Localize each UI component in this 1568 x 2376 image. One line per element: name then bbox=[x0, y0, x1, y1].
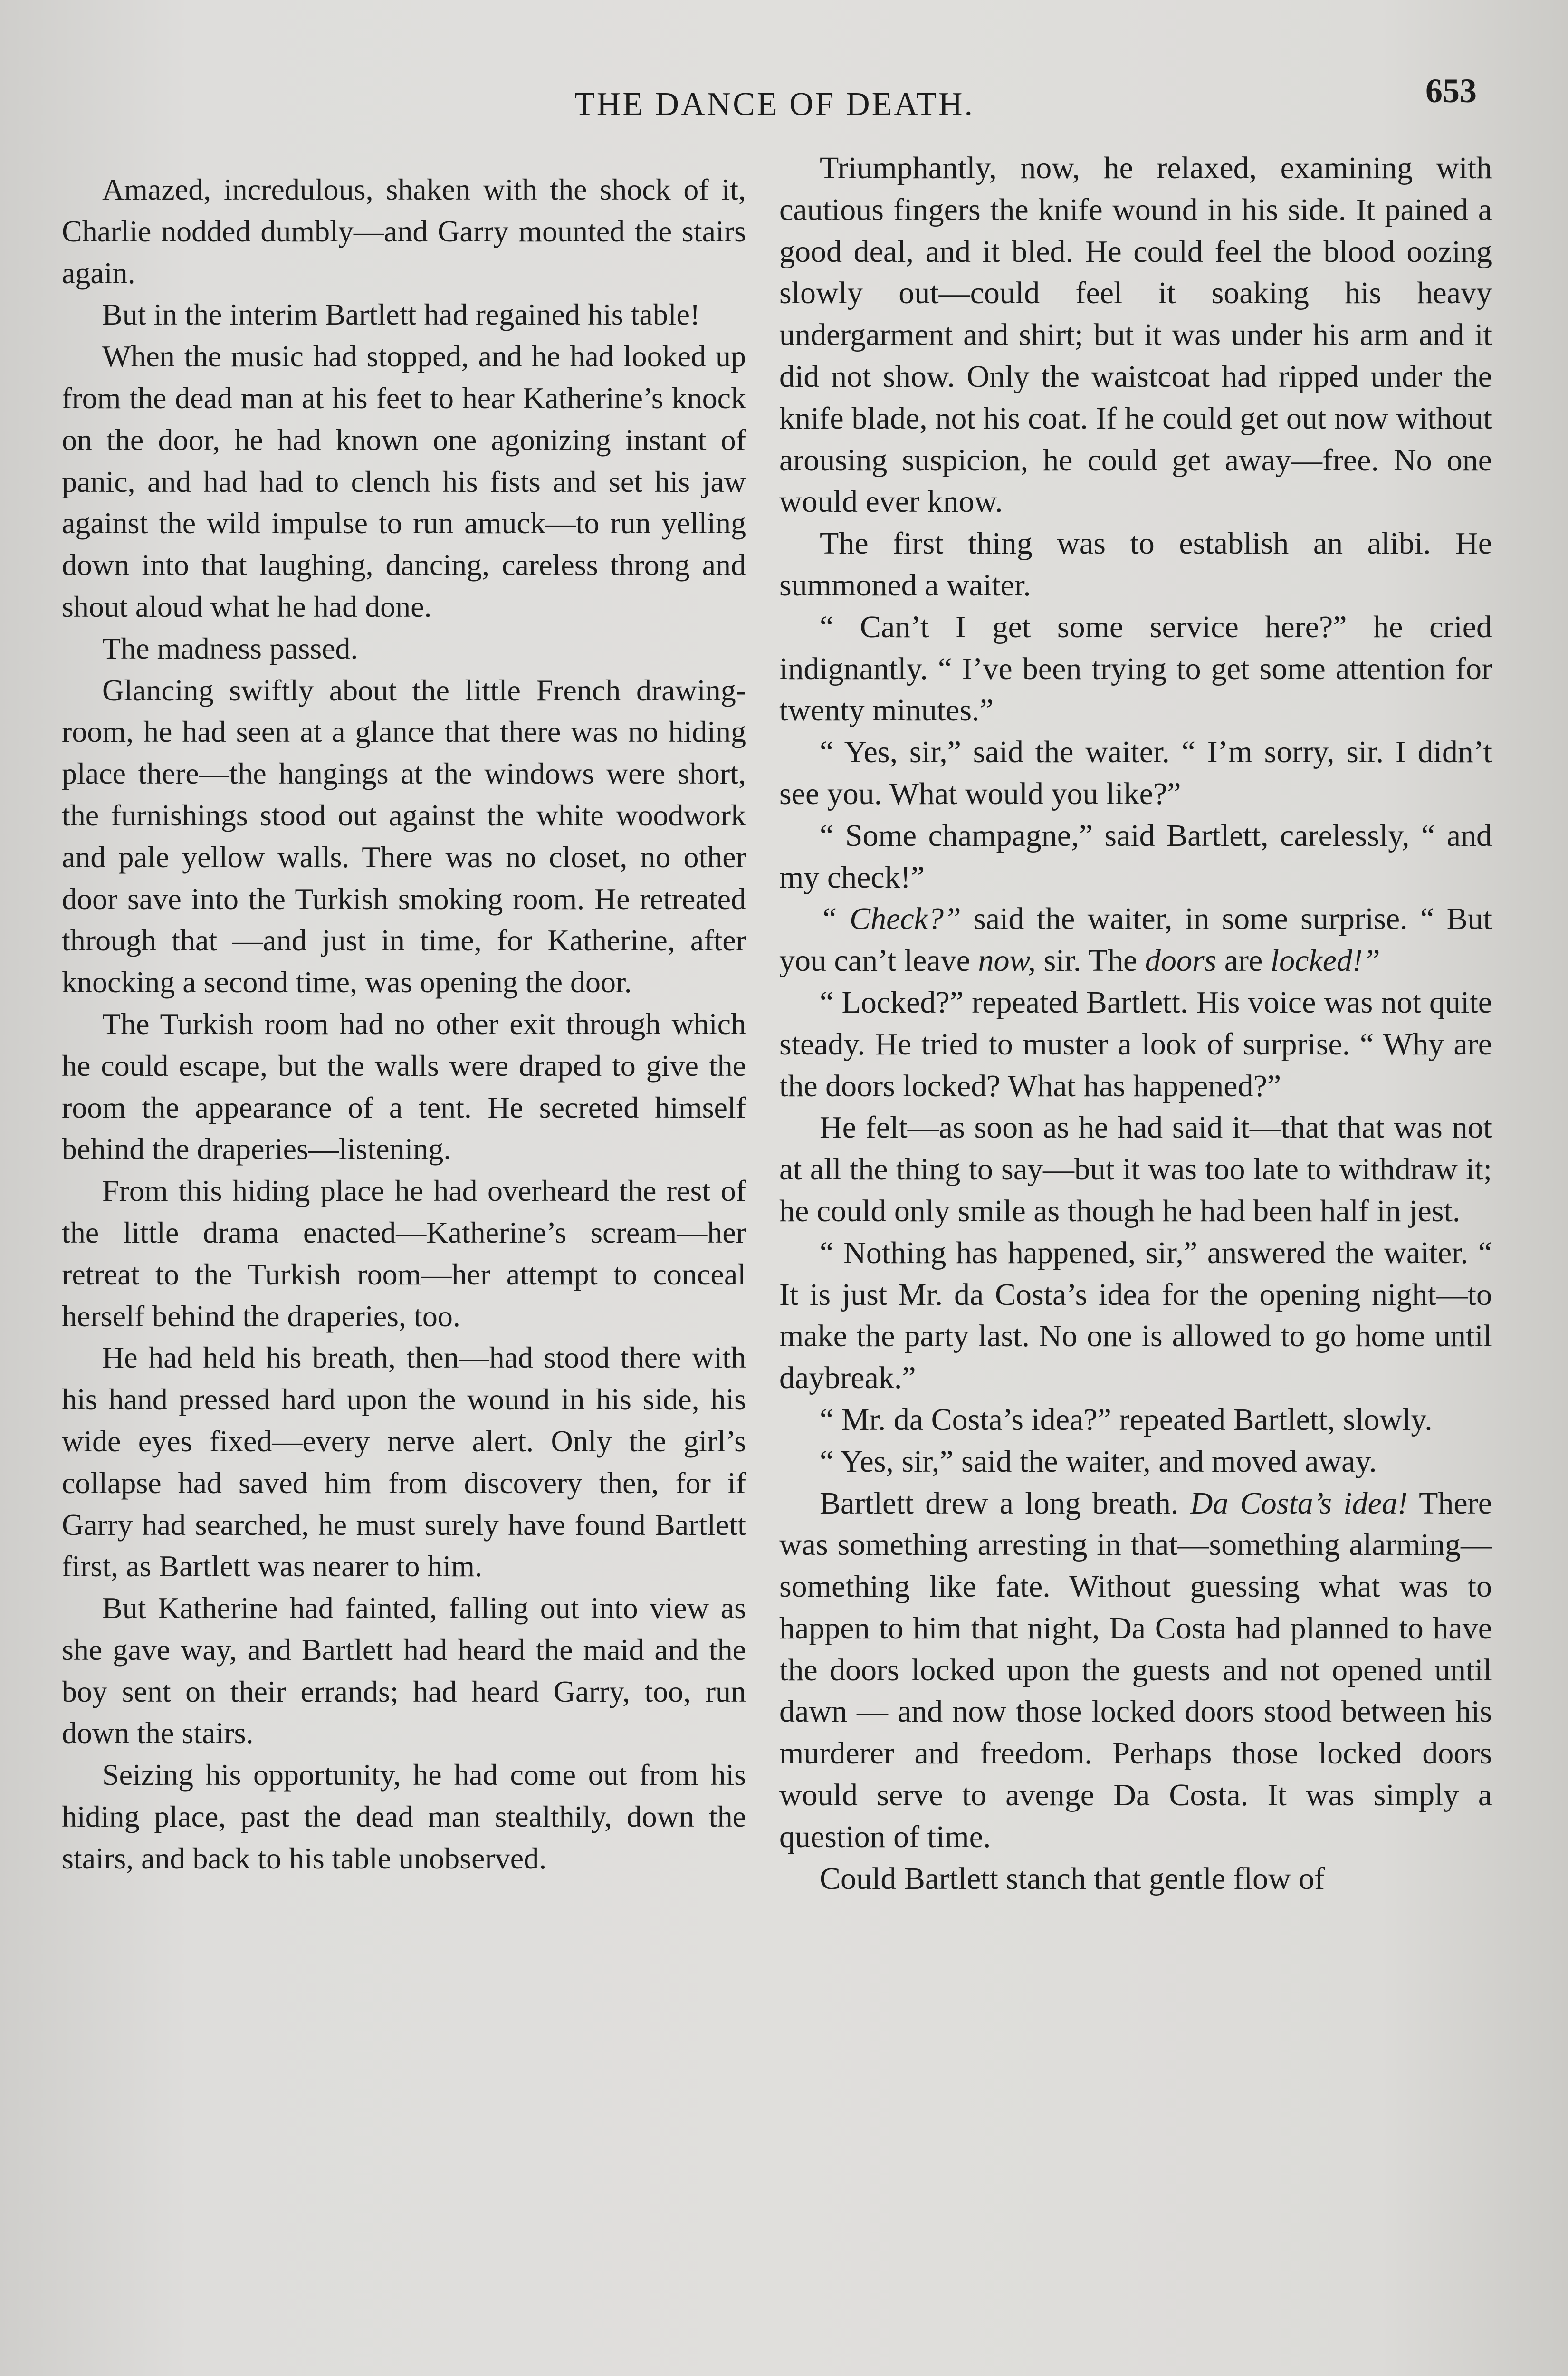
text-run: sir. The bbox=[1036, 943, 1145, 978]
paragraph: “ Mr. da Costa’s idea?” repeated Bartlett, slowly. bbox=[820, 1402, 1433, 1437]
paragraph: Could Bartlett stanch that gentle flow of bbox=[820, 1861, 1325, 1896]
paragraph: “ Yes, sir,” said the waiter. “ I’m sorry, sir. I didn’t see you. What would you like?” bbox=[779, 735, 1492, 811]
paragraph: Glancing swiftly about the little French drawing-room, he had seen at a glance that there was no hiding place there—the hangings at the windows were short, the furnishings stood out against the white woodwork and pale yellow walls. There was no closet, no other door save into the Turkish smoking room. He retreated through that —and just in time, for Katherine, after knocking a second time, was opening the door. bbox=[62, 673, 746, 999]
paragraph: “ Nothing has happened, sir,” answered the waiter. “ It is just Mr. da Costa’s idea for the opening night—to make the party last. No one is allowed to go home until daybreak.” bbox=[779, 1235, 1492, 1396]
running-title: THE DANCE OF DEATH. bbox=[574, 86, 975, 123]
paragraph: Amazed, incredulous, shaken with the shock of it, Charlie nodded dumbly—and Garry mounted the stairs again. bbox=[62, 172, 746, 290]
paragraph: He had held his breath, then—had stood there with his hand pressed hard upon the wound in his side, his wide eyes fixed—every nerve alert. Only the girl’s collapse had saved him from discovery then, for if Garry had searched, he must surely have found Bartlett first, as Bartlett was nearer to him. bbox=[62, 1341, 746, 1583]
paragraph: “ Locked?” repeated Bartlett. His voice was not quite steady. He tried to muster a look of surprise. “ Why are the doors locked? What has happened?” bbox=[779, 985, 1492, 1103]
right-column bbox=[779, 147, 1492, 1899]
paragraph: The Turkish room had no other exit through which he could escape, but the walls were draped to give the room the appearance of a tent. He secreted himself behind the draperies—listening. bbox=[62, 1006, 746, 1166]
paragraph: When the music had stopped, and he had looked up from the dead man at his feet to hear Katherine’s knock on the door, he had known one agonizing instant of panic, and had had to clench his fists and set his jaw against the wild impulse to run amuck—to run yelling down into that laughing, dancing, careless throng and shout aloud what he had done. bbox=[62, 339, 746, 623]
paragraph: From this hiding place he had overheard the rest of the little drama enacted—Katherine’s scream—her retreat to the Turkish room—her attempt to conceal herself behind the draperies, too. bbox=[62, 1174, 746, 1333]
text-run: Bartlett drew a long breath. bbox=[820, 1485, 1190, 1521]
italic-idea: Da Costa’s idea! bbox=[1190, 1485, 1408, 1521]
paragraph: “ Some champagne,” said Bartlett, carelessly, “ and my check!” bbox=[779, 818, 1492, 895]
text-run: said the waiter, in some surprise. “ But you can’t leave bbox=[779, 901, 1492, 978]
paragraph: The madness passed. bbox=[102, 631, 358, 665]
paragraph: Seizing his opportunity, he had come out from his hiding place, past the dead man stealthily, down the stairs, and back to his table unobserved. bbox=[62, 1758, 746, 1875]
paragraph: But Katherine had fainted, falling out into view as she gave way, and Bartlett had heard the maid and the boy sent on their errands; had heard Garry, too, run down the stairs. bbox=[62, 1591, 746, 1750]
paragraph: The first thing was to establish an alibi. He summoned a waiter. bbox=[779, 526, 1492, 603]
text-run: There was something arresting in that—something alarming—something like fate. Without guessing what was to happen to him that night, Da Costa had planned to have the doors locked upon the guests and not opened until dawn — and now those locked doors stood between his murderer and freedom. Perhaps those locked doors would serve to avenge Da Costa. It was simply a question of time. bbox=[779, 1485, 1492, 1854]
page-number: 653 bbox=[1425, 72, 1477, 110]
left-column bbox=[62, 169, 746, 1879]
paragraph: “ Can’t I get some service here?” he cried indignantly. “ I’ve been trying to get some attention for twenty minutes.” bbox=[779, 609, 1492, 728]
paragraph: “ Yes, sir,” said the waiter, and moved away. bbox=[820, 1444, 1377, 1479]
text-run: are bbox=[1216, 943, 1271, 978]
italic-now: now, bbox=[978, 943, 1036, 978]
paragraph: He felt—as soon as he had said it—that that was not at all the thing to say—but it was too late to withdraw it; he could only smile as though he had been half in jest. bbox=[779, 1110, 1492, 1228]
italic-locked: locked!” bbox=[1270, 943, 1380, 978]
paragraph-idea bbox=[779, 1483, 1492, 1858]
paragraph: Triumphantly, now, he relaxed, examining with cautious fingers the knife wound in his side. It pained a good deal, and it bled. He could feel the blood oozing slowly out—could feel it soaking his heavy undergarment and shirt; but it was under his arm and it did not show. Only the waistcoat had ripped under the knife blade, not his coat. If he could get out now without arousing suspicion, he could get away—free. No one would ever know. bbox=[779, 151, 1492, 519]
paragraph-check bbox=[779, 898, 1492, 982]
paragraph: But in the interim Bartlett had regained his table! bbox=[102, 297, 700, 332]
italic-check: “ Check?” bbox=[820, 901, 961, 937]
italic-doors: doors bbox=[1145, 943, 1217, 978]
